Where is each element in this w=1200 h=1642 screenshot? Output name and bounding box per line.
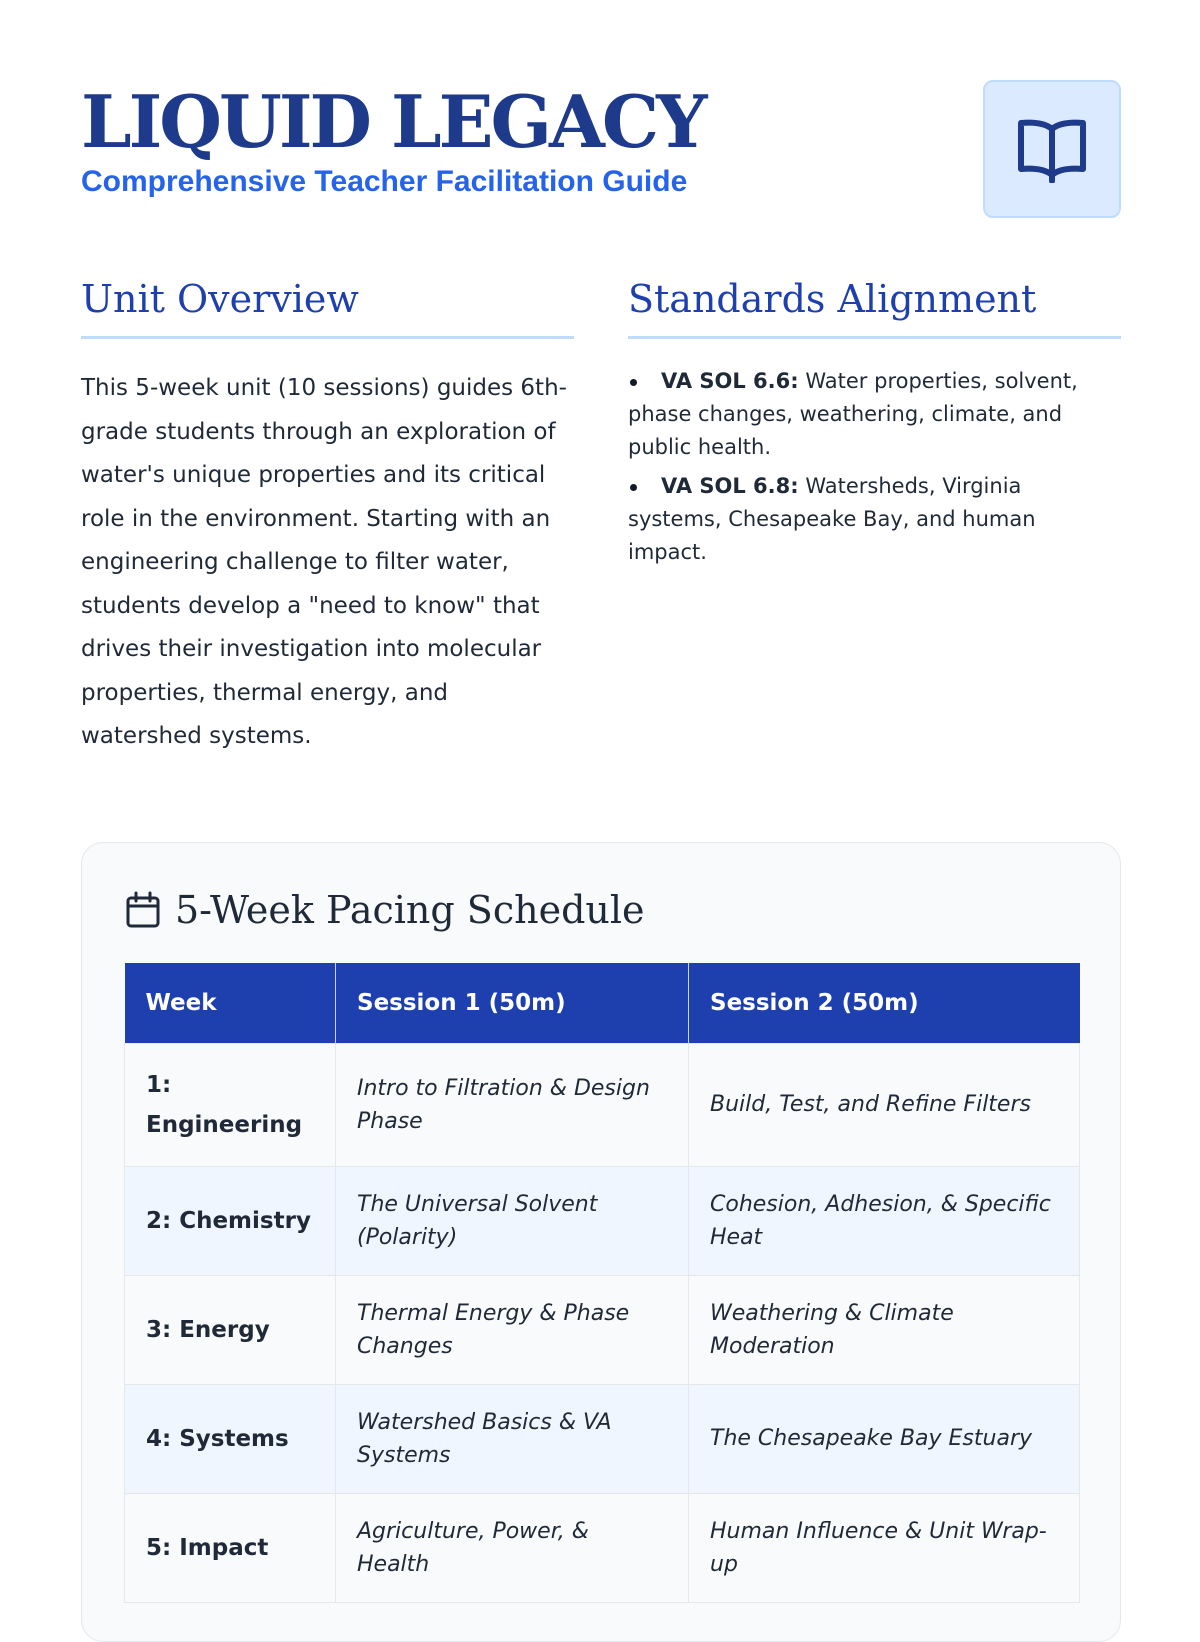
week-cell: 4: Systems	[125, 1384, 336, 1493]
standards-list	[628, 365, 1121, 569]
standard-text: Watersheds, Virginia systems, Chesapeake Bay, and human impact.	[628, 474, 1036, 564]
standards-section	[628, 272, 1121, 575]
standard-item	[628, 365, 1121, 464]
standard-item	[628, 470, 1121, 569]
calendar-icon	[125, 891, 161, 929]
session-2-cell: The Chesapeake Bay Estuary	[689, 1384, 1080, 1493]
column-header-session-2: Session 2 (50m)	[689, 963, 1080, 1043]
table-row	[125, 1166, 1080, 1275]
unit-overview-heading: Unit Overview	[81, 272, 574, 339]
pacing-schedule-card	[81, 842, 1121, 1642]
session-2-cell: Weathering & Climate Moderation	[689, 1275, 1080, 1384]
session-1-cell: Agriculture, Power, & Health	[336, 1493, 689, 1602]
page-title: LIQUID LEGACY	[81, 79, 705, 164]
session-2-cell: Cohesion, Adhesion, & Specific Heat	[689, 1166, 1080, 1275]
standard-text: Water properties, solvent, phase changes, weathering, climate, and public health.	[628, 369, 1078, 459]
week-cell: 3: Energy	[125, 1275, 336, 1384]
standards-heading: Standards Alignment	[628, 272, 1121, 339]
session-1-cell: Intro to Filtration & Design Phase	[336, 1043, 689, 1166]
unit-overview-text: This 5-week unit (10 sessions) guides 6th-grade students through an exploration of water's unique properties and its critical role in the environment. Starting with an engineering challenge to filter water, students develop a "need to know" that drives their investigation into molecular properties, thermal energy, and watershed systems.	[81, 375, 567, 749]
pacing-heading: 5-Week Pacing Schedule	[175, 888, 645, 932]
column-header-session-1: Session 1 (50m)	[336, 963, 689, 1043]
week-cell: 1: Engineering	[125, 1043, 336, 1166]
session-2-cell: Human Influence & Unit Wrap-up	[689, 1493, 1080, 1602]
page-subtitle: Comprehensive Teacher Facilitation Guide	[81, 165, 688, 198]
guide-page	[81, 0, 1121, 1600]
session-1-cell: Thermal Energy & Phase Changes	[336, 1275, 689, 1384]
book-open-icon	[1015, 115, 1089, 183]
unit-overview-section	[81, 272, 574, 759]
week-cell: 2: Chemistry	[125, 1166, 336, 1275]
standard-code: VA SOL 6.8:	[661, 474, 799, 498]
session-1-cell: The Universal Solvent (Polarity)	[336, 1166, 689, 1275]
standard-code: VA SOL 6.6:	[661, 369, 799, 393]
table-row	[125, 1493, 1080, 1602]
table-row	[125, 1384, 1080, 1493]
bullet-icon	[630, 379, 637, 386]
column-header-week: Week	[125, 963, 336, 1043]
table-header-row	[125, 963, 1080, 1043]
session-2-cell: Build, Test, and Refine Filters	[689, 1043, 1080, 1166]
session-1-cell: Watershed Basics & VA Systems	[336, 1384, 689, 1493]
week-cell: 5: Impact	[125, 1493, 336, 1602]
pacing-table	[124, 963, 1080, 1603]
table-row	[125, 1043, 1080, 1166]
pacing-header	[125, 885, 645, 935]
book-icon-badge	[983, 80, 1121, 218]
bullet-icon	[630, 484, 637, 491]
table-row	[125, 1275, 1080, 1384]
